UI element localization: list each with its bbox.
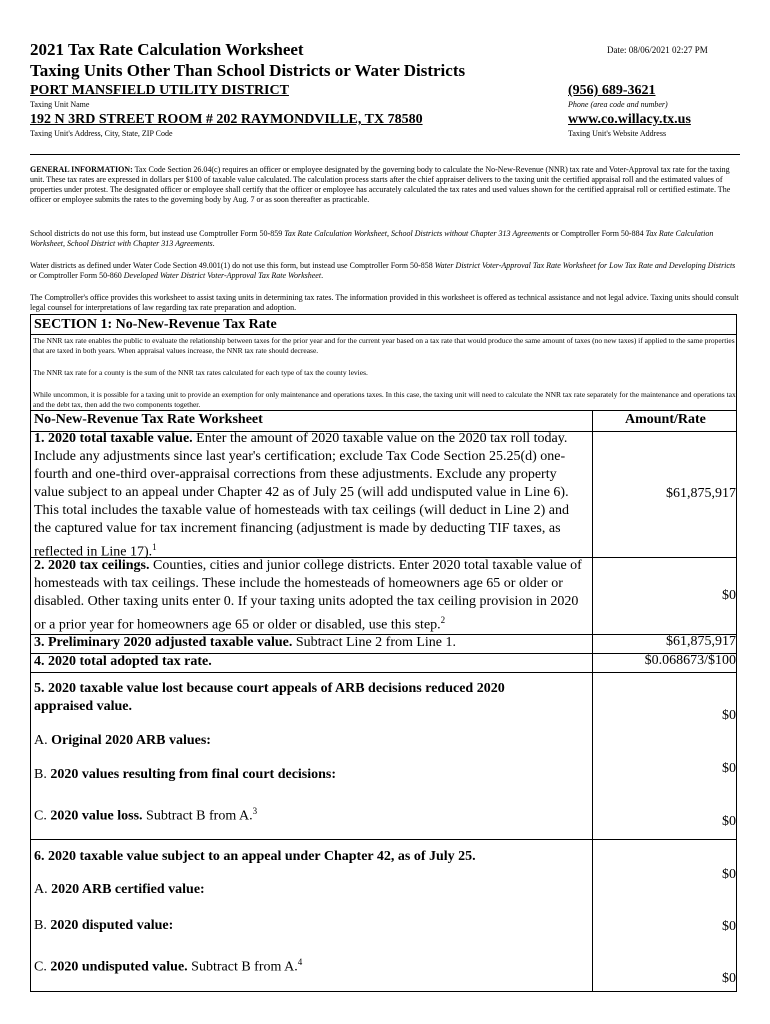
line-2-label: 2. 2020 tax ceilings.: [34, 558, 150, 573]
school-note-c: or Comptroller Form 50-884: [549, 229, 646, 238]
line-5a-label: Original 2020 ARB values:: [51, 733, 211, 748]
line-4-row: [31, 653, 736, 673]
general-information-text: Tax Code Section 26.04(c) requires an officer or employee designated by the governing body to calculate the No-New-Revenue (NNR) tax rate and Voter-Approval tax rate for the taxing unit. These tax rates are expressed in dollars per $100 of taxable value calculated. The calculation process starts after the chief appraiser delivers to the taxing unit the certified appraisal roll and the estimated values of properties under protest. The designated officer or employee shall certify that the officer or employee has accurately calculated the tax rates and used values shown for the certified appraisal roll or certified estimate. The officer or employee submits the rates to the governing body by Aug. 7 or as soon thereafter as practicable.: [30, 165, 731, 204]
line-6b-prefix: B.: [34, 918, 51, 933]
line-6-label: 6. 2020 taxable value subject to an appeal under Chapter 42, as of July 25.: [34, 849, 476, 864]
water-note-b: Water District Voter-Approval Tax Rate Worksheet for Low Tax Rate and Developing Districts: [434, 261, 736, 270]
address-caption: Taxing Unit's Address, City, State, ZIP Code: [30, 129, 173, 138]
line-6c-footnote: 4: [297, 957, 303, 967]
section1-title: SECTION 1: No-New-Revenue Tax Rate: [34, 317, 277, 332]
taxing-unit-phone: (956) 689-3621: [568, 83, 656, 98]
line-5a-text: [34, 733, 211, 749]
line-5b-label: 2020 values resulting from final court decisions:: [50, 767, 337, 782]
line-5c-text: [34, 806, 257, 825]
line-4-text: [34, 653, 589, 671]
line-5c-value: $0: [722, 814, 736, 829]
worksheet-header: [31, 410, 736, 432]
form-title: 2021 Tax Rate Calculation Worksheet: [30, 40, 304, 59]
line-6c-text: [34, 957, 302, 976]
section1-paragraph-3: While uncommon, it is possible for a taxing unit to provide an exemption for only maintenance and operations taxes. In this case, the taxing unit will need to calculate the NNR tax rate separately for the maintenance and operations tax and the debt tax, then add the two components together.: [33, 390, 736, 409]
line-5b-text: [34, 767, 336, 783]
line-6b-value: $0: [722, 919, 736, 934]
worksheet-title: No-New-Revenue Tax Rate Worksheet: [34, 412, 263, 427]
amount-column-header: Amount/Rate: [625, 412, 706, 427]
line-6a-label: 2020 ARB certified value:: [51, 882, 205, 897]
phone-caption: Phone (area code and number): [568, 100, 668, 109]
line-2-description: Counties, cities and junior college districts. Enter 2020 total taxable value of homesteads with tax ceilings. These include the homesteads of homeowners age 65 or older or disabled. Other taxing units enter 0. If your taxing units adopted the tax ceiling provision in 2020 or a prior year for homeowners age 65 or older or disabled, use this step.: [34, 558, 582, 633]
line-1-label: 1. 2020 total taxable value.: [34, 431, 193, 446]
form-date: Date: 08/06/2021 02:27 PM: [607, 45, 708, 55]
line-1-row: [31, 430, 736, 558]
line-6c-value: $0: [722, 971, 736, 986]
school-note-a: School districts do not use this form, but instead use Comptroller Form 50-859: [30, 229, 285, 238]
line-6a-text: [34, 882, 205, 898]
line-5c-footnote: 3: [252, 806, 258, 816]
section1-paragraph-2: The NNR tax rate for a county is the sum of the NNR tax rates calculated for each type of tax the county levies.: [33, 368, 368, 377]
section1-paragraph-1: The NNR tax rate enables the public to evaluate the relationship between taxes for the prior year and for the current year based on a tax rate that would produce the same amount of taxes (no new taxes) if applied to the same properties that are taxed in both years. When appraisal values increase, the NNR tax rate should decrease.: [33, 336, 735, 355]
line-6-row: [31, 839, 736, 991]
line-6a-value: $0: [722, 867, 736, 882]
taxing-unit-name-caption: Taxing Unit Name: [30, 100, 90, 109]
line-6c-prefix: C.: [34, 959, 51, 975]
taxing-unit-website: www.co.willacy.tx.us: [568, 112, 691, 127]
line-5b-value: $0: [722, 761, 736, 776]
comptroller-note: The Comptroller's office provides this worksheet to assist taxing units in determining tax rates. The information provided in this worksheet is offered as technical assistance and not legal advice. Taxing units should consult legal counsel for interpretations of law regarding tax rate preparation and adoption.: [30, 293, 739, 312]
school-note-b: Tax Rate Calculation Worksheet, School Districts without Chapter 313 Agreements: [284, 229, 550, 238]
line-6a-prefix: A.: [34, 882, 52, 897]
line-5c-description: Subtract B from A.: [142, 808, 253, 824]
line-2-text: [34, 557, 589, 635]
general-information-label: GENERAL INFORMATION:: [30, 165, 133, 174]
line-1-footnote: 1: [152, 542, 157, 552]
line-3-row: [31, 634, 736, 654]
line-3-description: Subtract Line 2 from Line 1.: [292, 635, 457, 650]
header-divider: [30, 154, 740, 155]
line-6c-description: Subtract B from A.: [187, 959, 298, 975]
line-5-row: [31, 672, 736, 840]
line-5-value: $0: [722, 708, 736, 723]
line-4-label: 4. 2020 total adopted tax rate.: [34, 654, 212, 669]
website-caption: Taxing Unit's Website Address: [568, 129, 667, 138]
line-4-value: $0.068673/$100: [644, 653, 736, 668]
taxing-unit-name: PORT MANSFIELD UTILITY DISTRICT: [30, 83, 289, 98]
line-3-value: $61,875,917: [666, 634, 736, 649]
school-note-e: .: [212, 239, 215, 248]
line-1-description: Enter the amount of 2020 taxable value on the 2020 tax roll today. Include any adjustments since last year's certification; exclude Tax Code Section 25.25(d) one-fourth and one-third over-appraisal corrections from these adjustments. Exclude any property value subject to an appeal under Chapter 42 as of July 25 (will add undisputed value in Line 6). This total includes the taxable value of homesteads with tax ceilings (will deduct in Line 2) and the captured value for tax increment financing (adjustment is made by deducting TIF taxes, as reflected in Line 17).: [34, 431, 569, 560]
line-5c-prefix: C.: [34, 808, 51, 824]
line-5b-prefix: B.: [34, 767, 51, 782]
line-2-value: $0: [722, 588, 736, 603]
school-district-note: [30, 229, 740, 249]
form-subtitle: Taxing Units Other Than School Districts or Water Districts: [30, 61, 466, 80]
water-note-c: or Comptroller Form 50-860: [30, 271, 124, 280]
line-6-text: [34, 848, 594, 866]
line-5-label: 5. 2020 taxable value lost because court appeals of ARB decisions reduced 2020 appraised value.: [34, 681, 505, 714]
general-information: [30, 165, 740, 205]
line-2-row: [31, 557, 736, 635]
line-5-text: [34, 680, 564, 716]
line-6c-label: 2020 undisputed value.: [50, 959, 188, 975]
line-3-label: 3. Preliminary 2020 adjusted taxable value.: [34, 635, 293, 650]
line-5a-prefix: A.: [34, 733, 52, 748]
section1-divider: [31, 334, 736, 335]
line-1-text: [34, 430, 589, 562]
water-district-note: [30, 261, 740, 281]
line-2-footnote: 2: [440, 615, 446, 625]
school-note-d: Tax Rate Calculation Worksheet, School District with Chapter 313 Agreements: [30, 229, 714, 248]
line-5c-label: 2020 value loss.: [50, 808, 143, 824]
water-note-d: Developed Water District Voter-Approval Tax Rate Worksheet: [123, 271, 322, 280]
line-6b-label: 2020 disputed value:: [50, 918, 174, 933]
line-1-value: $61,875,917: [666, 486, 736, 501]
taxing-unit-address: 192 N 3RD STREET ROOM # 202 RAYMONDVILLE, TX 78580: [30, 112, 423, 127]
water-note-e: .: [321, 271, 324, 280]
water-note-a: Water districts as defined under Water Code Section 49.001(1) do not use this form, but instead use Comptroller Form 50-858: [30, 261, 435, 270]
line-3-text: [34, 634, 589, 652]
line-6b-text: [34, 918, 173, 934]
